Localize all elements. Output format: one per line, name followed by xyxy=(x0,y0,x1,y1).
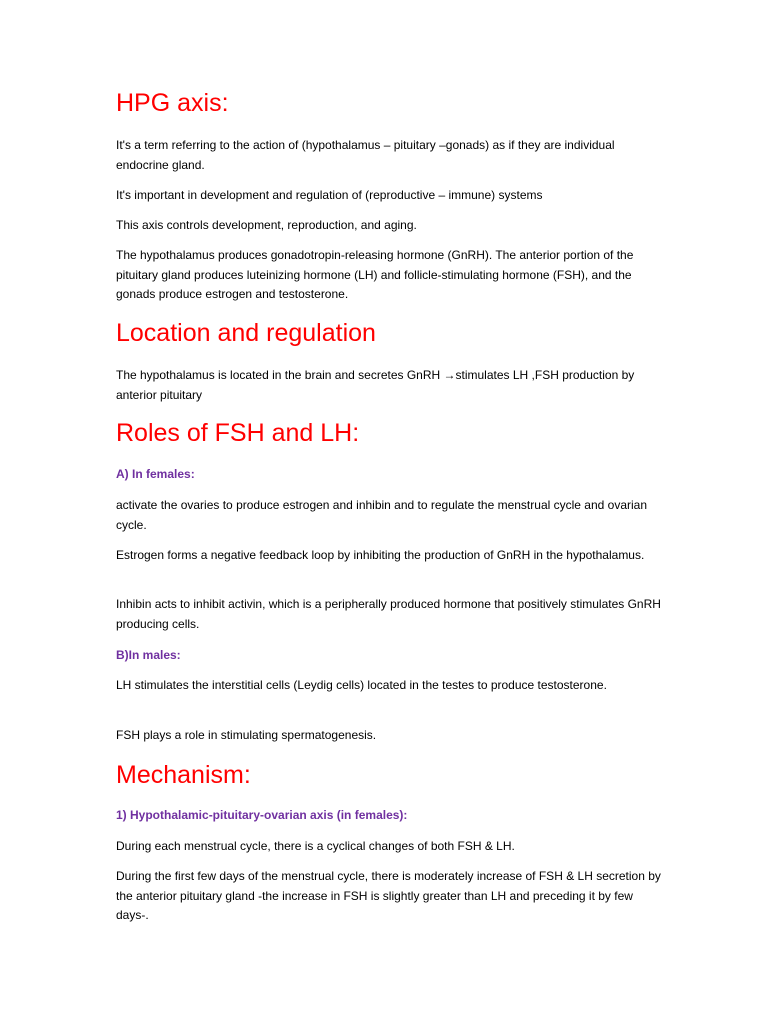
paragraph-males-fsh: FSH plays a role in stimulating spermatogenesis. xyxy=(116,728,377,742)
paragraph-hpg-importance: It's important in development and regulation of (reproductive – immune) systems xyxy=(116,188,543,202)
paragraph-hpg-controls: This axis controls development, reproduction, and aging. xyxy=(116,218,417,232)
paragraph-hpg-definition: It's a term referring to the action of (hypothalamus – pituitary –gonads) as if they are individual endocrine gland. xyxy=(116,138,615,172)
heading-location-regulation: Location and regulation xyxy=(116,319,376,347)
paragraph-location: The hypothalamus is located in the brain and secretes GnRH →stimulates LH ,FSH production by anterior pituitary xyxy=(116,368,635,402)
subheading-males: B)In males: xyxy=(116,648,181,662)
paragraph-hpg-hormones: The hypothalamus produces gonadotropin-releasing hormone (GnRH). The anterior portion of the pituitary gland produces luteinizing hormone (LH) and follicle-stimulating hormone (FSH), and the gonads produce estrogen and testosterone. xyxy=(116,248,634,301)
subheading-females: A) In females: xyxy=(116,467,195,481)
paragraph-mechanism-cycle: During each menstrual cycle, there is a cyclical changes of both FSH & LH. xyxy=(116,839,515,853)
paragraph-females-ovaries: activate the ovaries to produce estrogen and inhibin and to regulate the menstrual cycle and ovarian cycle. xyxy=(116,498,647,532)
subheading-ovarian-axis: 1) Hypothalamic-pituitary-ovarian axis (in females): xyxy=(116,808,408,822)
heading-roles-fsh-lh: Roles of FSH and LH: xyxy=(116,419,360,447)
heading-mechanism: Mechanism: xyxy=(116,761,251,789)
paragraph-females-inhibin: Inhibin acts to inhibit activin, which is a peripherally produced hormone that positively stimulates GnRH producing cells. xyxy=(116,597,661,631)
paragraph-mechanism-secretion: During the first few days of the menstrual cycle, there is moderately increase of FSH & LH secretion by the anterior pituitary gland -the increase in FSH is slightly greater than LH and preceding it by few days-. xyxy=(116,869,661,922)
paragraph-males-lh: LH stimulates the interstitial cells (Leydig cells) located in the testes to produce testosterone. xyxy=(116,678,607,692)
paragraph-females-estrogen: Estrogen forms a negative feedback loop by inhibiting the production of GnRH in the hypothalamus. xyxy=(116,548,645,562)
heading-hpg-axis: HPG axis: xyxy=(116,89,229,117)
